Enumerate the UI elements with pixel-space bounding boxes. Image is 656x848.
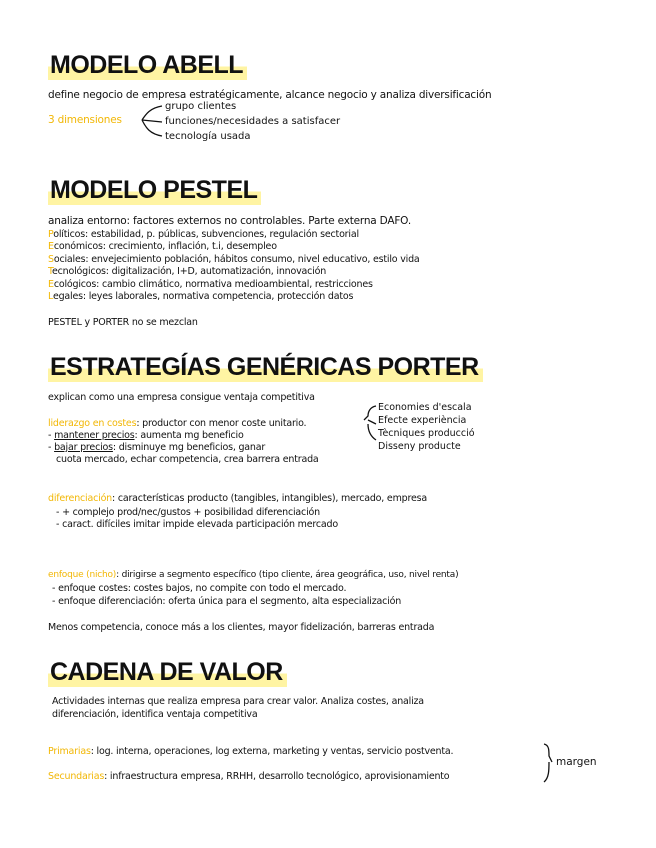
porter-leadership-item: - bajar precios: disminuye mg beneficios, ganar [48, 442, 266, 453]
pestel-initial: T [48, 266, 52, 277]
porter-title: ESTRATEGÍAS GENÉRICAS PORTER [48, 352, 483, 382]
pestel-factor-ecologicos: Ecológicos: cambio climático, normativa medioambiental, restricciones [48, 279, 373, 290]
abell-dimensions-label: 3 dimensiones [48, 114, 122, 126]
porter-source: Disseny producte [378, 441, 461, 452]
abell-definition: define negocio de empresa estratégicamente, alcance negocio y analiza diversificación [48, 89, 492, 101]
porter-leadership-continuation: cuota mercado, echar competencia, crea barrera entrada [56, 454, 319, 465]
value-chain-primary: Primarias: log. interna, operaciones, log externa, marketing y ventas, servicio postventa. [48, 746, 454, 757]
porter-source: Tècniques producció [378, 428, 475, 439]
abell-dimension: tecnología usada [165, 131, 251, 142]
porter-focus: enfoque (nicho): dirigirse a segmento específico (tipo cliente, área geográfica, uso, nivel renta) [48, 570, 459, 580]
value-chain-primary-label: Primarias [48, 746, 91, 757]
porter-focus-item: - enfoque diferenciación: oferta única para el segmento, alta especialización [52, 596, 402, 607]
porter-intro: explican como una empresa consigue ventaja competitiva [48, 392, 315, 403]
value-chain-intro: diferenciación, identifica ventaja competitiva [52, 709, 258, 720]
porter-leadership-label: liderazgo en costes [48, 418, 137, 429]
value-chain-secondary: Secundarias: infraestructura empresa, RRHH, desarrollo tecnológico, aprovisionamiento [48, 771, 450, 782]
porter-differentiation: diferenciación: características producto (tangibles, intangibles), mercado, empresa [48, 493, 427, 504]
porter-differentiation-item: - caract. difíciles imitar impide elevada participación mercado [56, 519, 338, 530]
pestel-initial: P [48, 229, 54, 240]
pestel-title: MODELO PESTEL [48, 175, 261, 205]
value-chain-brace [542, 742, 554, 784]
pestel-factor-sociales: Sociales: envejecimiento población, hábitos consumo, nivel educativo, estilo vida [48, 254, 420, 265]
porter-source: Economies d'escala [378, 402, 472, 413]
pestel-initial: S [48, 254, 54, 265]
abell-brace [140, 104, 164, 140]
abell-dimension: grupo clientes [165, 101, 237, 112]
pestel-initial: E [48, 241, 54, 252]
porter-focus-item: - enfoque costes: costes bajos, no compite con todo el mercado. [52, 583, 347, 594]
porter-focus-summary: Menos competencia, conoce más a los clientes, mayor fidelización, barreras entrada [48, 622, 435, 633]
pestel-factor-politicos: Políticos: estabilidad, p. públicas, subvenciones, regulación sectorial [48, 229, 359, 240]
porter-leadership: liderazgo en costes: productor con menor coste unitario. [48, 418, 307, 429]
pestel-intro: analiza entorno: factores externos no controlables. Parte externa DAFO. [48, 215, 411, 227]
pestel-factor-economicos: Económicos: crecimiento, inflación, t.i, desempleo [48, 241, 277, 252]
value-chain-margin: margen [556, 756, 597, 768]
abell-dimension: funciones/necesidades a satisfacer [165, 116, 341, 127]
pestel-initial: L [48, 291, 53, 302]
porter-differentiation-item: - + complejo prod/nec/gustos + posibilidad diferenciación [56, 507, 320, 518]
pestel-initial: E [48, 279, 54, 290]
pestel-factor-tecnologicos: Tecnológicos: digitalización, I+D, automatización, innovación [48, 266, 327, 277]
pestel-note: PESTEL y PORTER no se mezclan [48, 317, 198, 328]
porter-leadership-item: - mantener precios: aumenta mg beneficio [48, 430, 244, 441]
porter-differentiation-label: diferenciación [48, 493, 113, 504]
porter-source: Efecte experiència [378, 415, 467, 426]
value-chain-intro: Actividades internas que realiza empresa para crear valor. Analiza costes, analiza [52, 696, 424, 707]
porter-focus-label: enfoque (nicho) [48, 570, 117, 580]
porter-sources-brace [364, 404, 378, 444]
value-chain-secondary-label: Secundarias [48, 771, 105, 782]
pestel-factor-legales: Legales: leyes laborales, normativa competencia, protección datos [48, 291, 354, 302]
abell-title: MODELO ABELL [48, 50, 247, 80]
value-chain-title: CADENA DE VALOR [48, 657, 287, 687]
